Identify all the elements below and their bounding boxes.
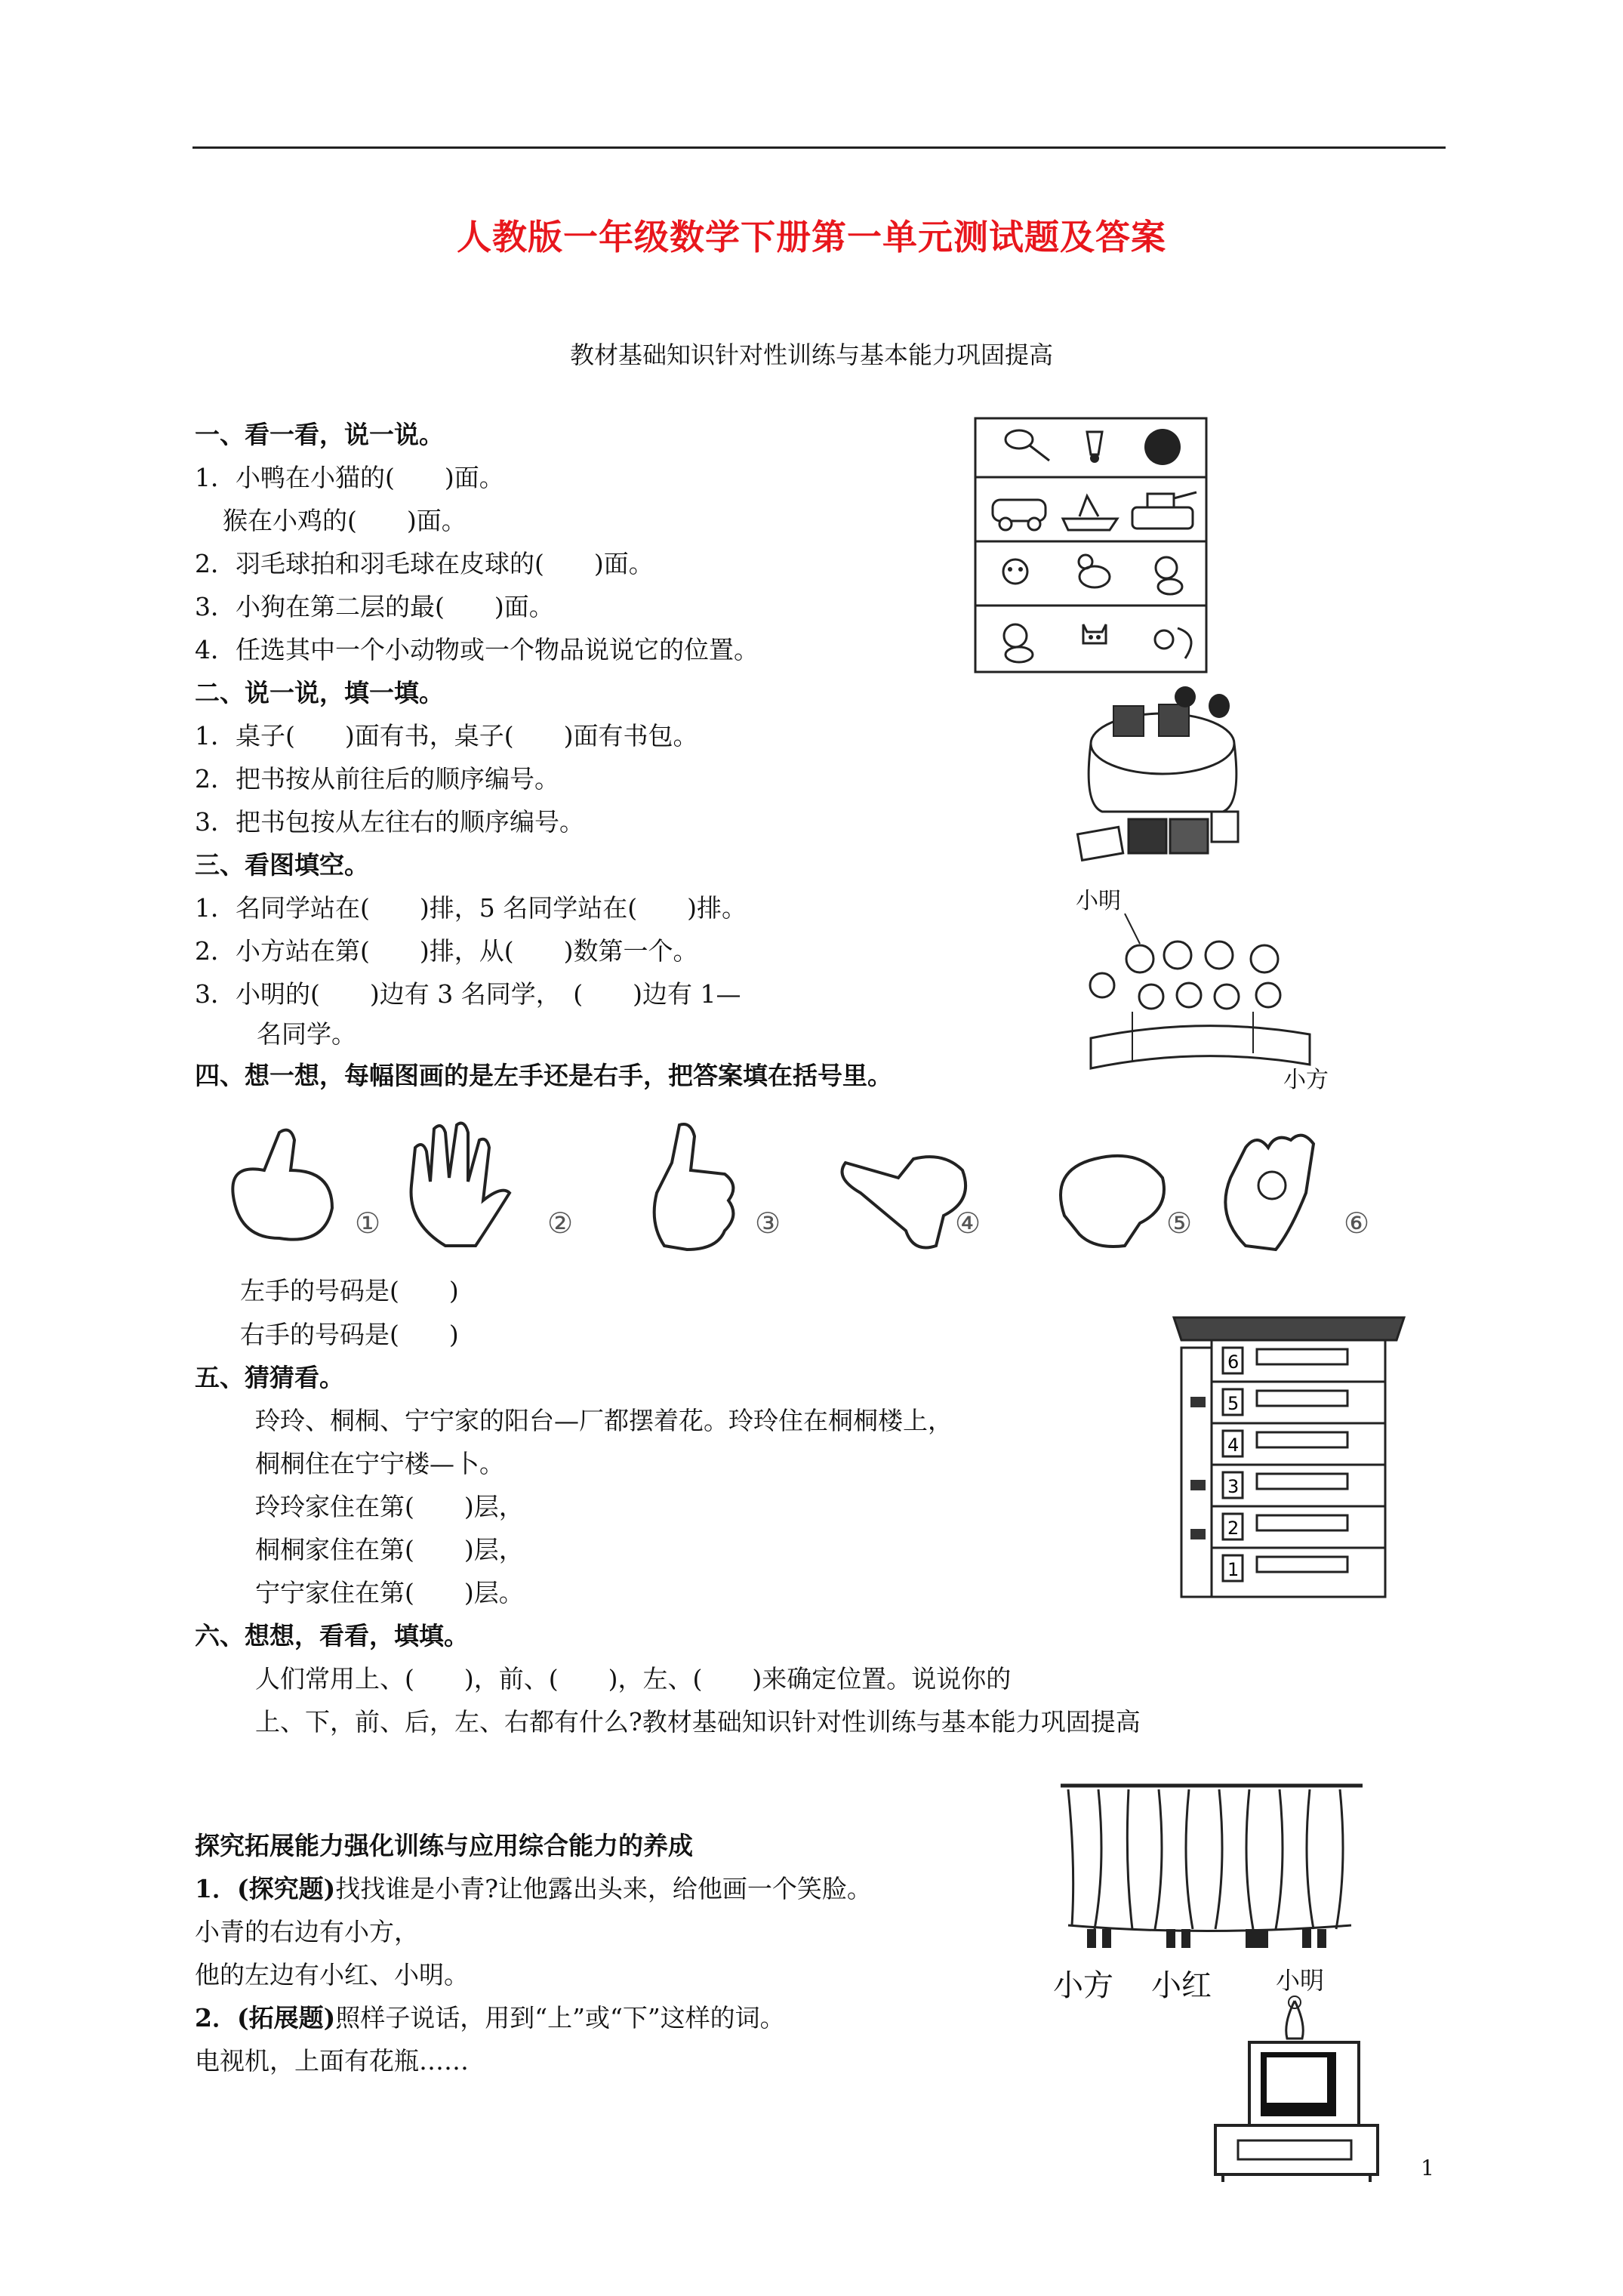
s2-q1: 1．桌子( )面有书，桌子( )面有书包。	[195, 721, 698, 750]
header-rule	[192, 146, 1446, 149]
s7-q1-tag: 1．(探究题)	[195, 1874, 336, 1903]
section-6-heading: 六、想想，看看，填填。	[195, 1621, 469, 1650]
section-4-heading: 四、想一想，每幅图画的是左手还是右手，把答案填在括号里。	[195, 1061, 892, 1090]
students-rows-figure	[1087, 914, 1313, 1080]
s5-p5: 宁宁家住在第( )层。	[255, 1578, 524, 1607]
page-subtitle: 教材基础知识针对性训练与基本能力巩固提高	[569, 341, 1053, 369]
left-hand-answer: 左手的号码是( )	[240, 1276, 459, 1305]
s7-q1	[195, 1874, 872, 1904]
floor-6-label: 6	[1227, 1351, 1240, 1373]
floor-2-label: 2	[1227, 1518, 1240, 1539]
section-3-heading: 三、看图填空。	[195, 850, 369, 880]
hand-number-4: ④	[955, 1207, 981, 1240]
s3-q1: 1．名同学站在( )排，5 名同学站在( )排。	[195, 893, 747, 923]
curtain-label-xiaofang: 小方	[1053, 1968, 1113, 2003]
floor-3-label: 3	[1227, 1476, 1240, 1497]
s7-q1c: 他的左边有小红、小明。	[195, 1960, 469, 1989]
page-title: 人教版一年级数学下册第一单元测试题及答案	[457, 217, 1166, 257]
table-books-figure	[1072, 683, 1253, 864]
building-figure	[1159, 1302, 1415, 1604]
s3-q2: 2．小方站在第( )排，从( )数第一个。	[195, 936, 698, 966]
section-1-heading: 一、看一看，说一说。	[195, 420, 444, 449]
floor-1-label: 1	[1227, 1559, 1240, 1580]
s5-p3: 玲玲家住在第( )层，	[255, 1492, 524, 1521]
right-hand-answer: 右手的号码是( )	[240, 1320, 459, 1349]
s2-q3: 3．把书包按从左往右的顺序编号。	[195, 807, 584, 837]
s1-q1b: 猴在小鸡的( )面。	[223, 506, 467, 535]
hand-number-1: ①	[355, 1207, 381, 1240]
section-7-heading: 探究拓展能力强化训练与应用综合能力的养成	[195, 1831, 693, 1860]
curtain-figure	[1053, 1774, 1370, 1955]
section-5-heading: 五、猜猜看。	[195, 1363, 344, 1392]
hands-figure	[219, 1117, 1397, 1268]
label-xiaofang: 小方	[1283, 1067, 1329, 1093]
s1-q1a: 1．小鸭在小猫的( )面。	[195, 463, 504, 492]
curtain-label-xiaohong: 小红	[1151, 1968, 1212, 2003]
hand-number-6: ⑥	[1344, 1207, 1370, 1240]
s3-q3b: 名同学。	[257, 1019, 356, 1049]
s7-q2	[195, 2003, 785, 2033]
s7-q1b: 小青的右边有小方，	[195, 1917, 419, 1946]
s7-q2b: 电视机，上面有花瓶……	[195, 2046, 469, 2076]
s6-p1: 人们常用上、( )，前、( )，左、( )来确定位置。说说你的	[255, 1664, 1012, 1693]
s7-q1-text: 找找谁是小青?让他露出头来，给他画一个笑脸。	[335, 1874, 872, 1903]
s5-p1: 玲玲、桐桐、宁宁家的阳台—厂都摆着花。玲玲住在桐桐楼上，	[255, 1406, 953, 1435]
hand-number-3: ③	[755, 1207, 781, 1240]
page-number: 1	[1421, 2156, 1434, 2180]
s6-p2: 上、下，前、后，左、右都有什么?教材基础知识针对性训练与基本能力巩固提高	[255, 1707, 1141, 1737]
label-xiaoming: 小明	[1076, 888, 1121, 914]
s2-q2: 2．把书按从前往后的顺序编号。	[195, 764, 559, 794]
hand-number-2: ②	[547, 1207, 574, 1240]
floor-5-label: 5	[1227, 1393, 1240, 1414]
objects-grid-figure	[974, 417, 1208, 673]
section-2-heading: 二、说一说，填一填。	[195, 678, 444, 707]
tv-vase-figure	[1208, 1993, 1389, 2182]
s1-q2: 2．羽毛球拍和羽毛球在皮球的( )面。	[195, 549, 654, 578]
s1-q4: 4．任选其中一个小动物或一个物品说说它的位置。	[195, 635, 759, 664]
hand-number-5: ⑤	[1166, 1207, 1193, 1240]
s7-q2-tag: 2．(拓展题)	[195, 2003, 336, 2032]
s5-p2: 桐桐住在宁宁楼—卜。	[255, 1449, 504, 1478]
floor-4-label: 4	[1227, 1435, 1240, 1456]
s3-q3a: 3．小明的( )边有 3 名同学， ( )边有 1—	[195, 979, 741, 1009]
s5-p4: 桐桐家住在第( )层，	[255, 1535, 524, 1564]
s7-q2-text: 照样子说话，用到“上”或“下”这样的词。	[335, 2003, 785, 2032]
s1-q3: 3．小狗在第二层的最( )面。	[195, 592, 554, 621]
curtain-label-xiaoming: 小明	[1276, 1966, 1325, 1995]
